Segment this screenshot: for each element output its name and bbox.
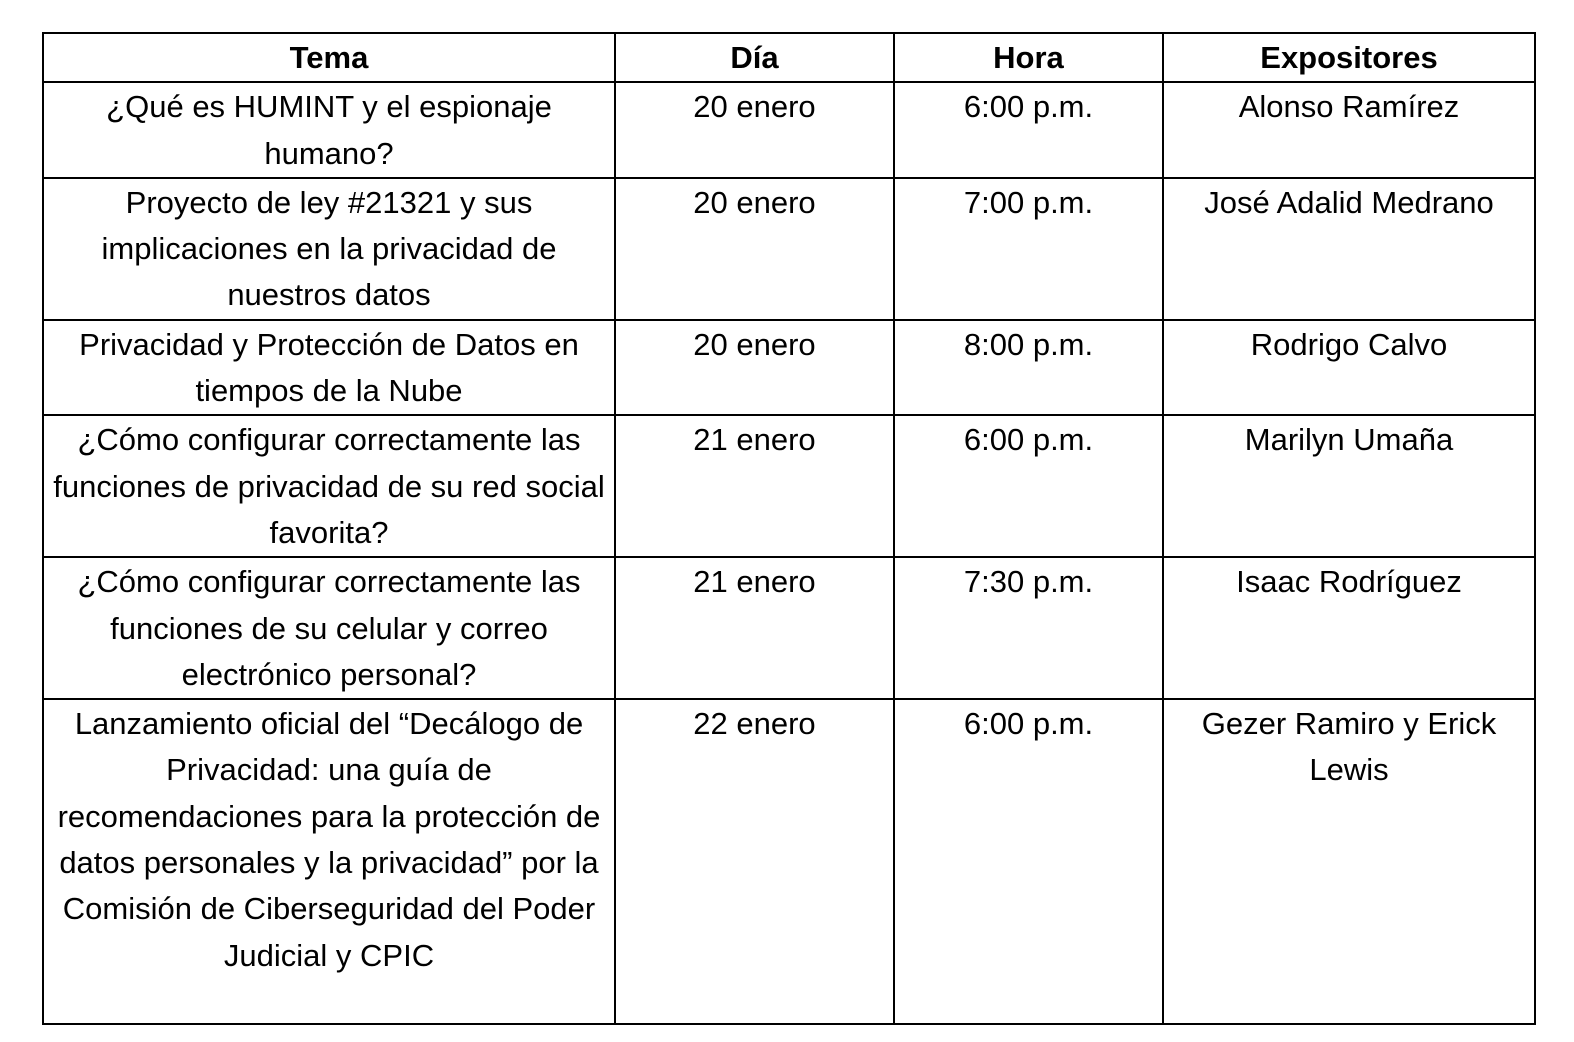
header-expositores: Expositores (1163, 33, 1535, 82)
cell-tema: ¿Cómo configurar correctamente las funciones de privacidad de su red social favorita? (43, 415, 615, 557)
cell-dia: 20 enero (615, 82, 894, 178)
table-row (43, 415, 1535, 557)
cell-dia: 22 enero (615, 699, 894, 1024)
table-row (43, 320, 1535, 416)
cell-expositores: Rodrigo Calvo (1163, 320, 1535, 416)
header-hora: Hora (894, 33, 1163, 82)
cell-dia: 20 enero (615, 320, 894, 416)
cell-tema: Lanzamiento oficial del “Decálogo de Privacidad: una guía de recomendaciones para la protección de datos personales y la privacidad” por la Comisión de Ciberseguridad del Poder Judicial y CPIC (43, 699, 615, 1024)
cell-hora: 6:00 p.m. (894, 415, 1163, 557)
cell-expositores: Gezer Ramiro y Erick Lewis (1163, 699, 1535, 1024)
header-dia: Día (615, 33, 894, 82)
cell-dia: 20 enero (615, 178, 894, 320)
cell-expositores: Marilyn Umaña (1163, 415, 1535, 557)
cell-tema: Proyecto de ley #21321 y sus implicaciones en la privacidad de nuestros datos (43, 178, 615, 320)
cell-expositores: Alonso Ramírez (1163, 82, 1535, 178)
cell-tema: ¿Cómo configurar correctamente las funciones de su celular y correo electrónico personal? (43, 557, 615, 699)
table-row (43, 557, 1535, 699)
cell-hora: 8:00 p.m. (894, 320, 1163, 416)
cell-expositores: Isaac Rodríguez (1163, 557, 1535, 699)
cell-dia: 21 enero (615, 557, 894, 699)
header-row (43, 33, 1535, 82)
table-row (43, 699, 1535, 1024)
table-row (43, 178, 1535, 320)
schedule-table (42, 32, 1536, 1025)
cell-expositores: José Adalid Medrano (1163, 178, 1535, 320)
table-body (43, 82, 1535, 1024)
cell-hora: 6:00 p.m. (894, 699, 1163, 1024)
table-row (43, 82, 1535, 178)
cell-hora: 7:00 p.m. (894, 178, 1163, 320)
cell-dia: 21 enero (615, 415, 894, 557)
header-tema: Tema (43, 33, 615, 82)
cell-tema: Privacidad y Protección de Datos en tiempos de la Nube (43, 320, 615, 416)
cell-hora: 7:30 p.m. (894, 557, 1163, 699)
table-header (43, 33, 1535, 82)
cell-tema: ¿Qué es HUMINT y el espionaje humano? (43, 82, 615, 178)
cell-hora: 6:00 p.m. (894, 82, 1163, 178)
